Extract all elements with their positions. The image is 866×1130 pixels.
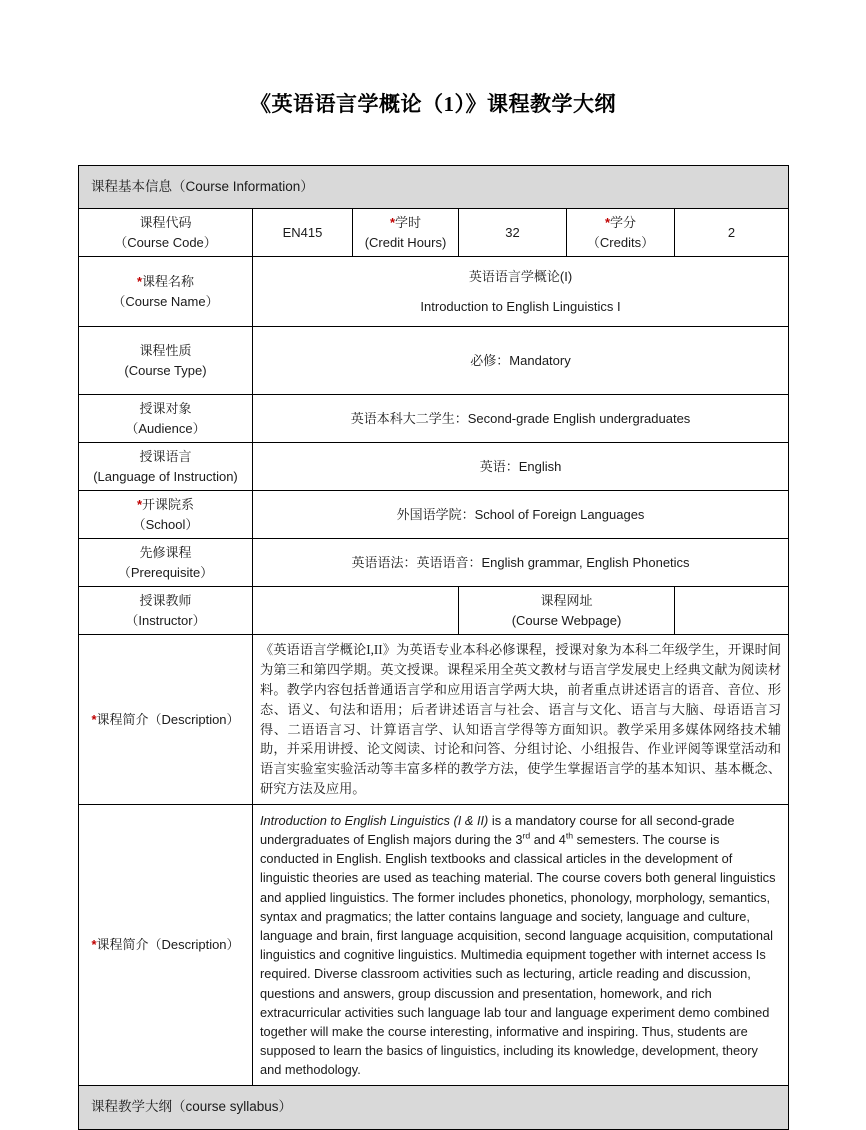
value-instructor[interactable] (253, 587, 459, 635)
description-en-superscript-rd: rd (522, 830, 531, 841)
label-prerequisite (79, 539, 253, 587)
label-course-webpage (459, 587, 675, 635)
required-marker-credit-hours: * (389, 215, 396, 231)
value-language-of-instruction: 英语：English (253, 443, 789, 491)
label-course-type-cn: 课程性质 (139, 343, 192, 359)
page-title: 《英语语言学概论（1）》课程教学大纲 (250, 92, 616, 116)
table-row-school (79, 491, 789, 539)
table-row-prerequisite (79, 539, 789, 587)
label-audience-cn: 授课对象 (139, 401, 192, 417)
label-description-en-text: 课程简介 (96, 937, 149, 953)
required-marker-course-name: * (136, 274, 143, 290)
label-credit-hours-en: (Credit Hours) (364, 234, 447, 250)
description-en-part1: is a mandatory course for all second-grade undergraduates of English majors during the 3 (260, 812, 735, 847)
label-instructor (79, 587, 253, 635)
label-course-code (79, 209, 253, 257)
label-prerequisite-cn: 先修课程 (139, 545, 192, 561)
value-course-name-en: Introduction to English Linguistics I (420, 298, 621, 314)
required-marker-description-cn: * (91, 711, 97, 727)
label-course-code-en: （Course Code） (114, 234, 217, 250)
description-en-course-title: Introduction to English Linguistics (I & II) (260, 812, 489, 828)
label-credit-hours (353, 209, 459, 257)
section-header-course-syllabus: 课程教学大纲（course syllabus） (79, 1086, 789, 1129)
description-en-part2: and 4 (530, 832, 566, 847)
value-description-en (253, 804, 789, 1086)
required-marker-description-en: * (91, 937, 97, 953)
description-en-part3: semesters. The course is conducted in English. English textbooks and classical articles in the development of linguistic theories are used as teaching material. The course covers both general linguistics and applied linguistics. The former includes phonetics, phonology, morphology, semantics, syntax and pragmatics; the latter contains language and society, language and culture, language and brain, first language acquisition, second language acquisition, computational linguistics and cognitive linguistics. Multimedia equipment together with internet access Is required. Diverse classroom activities such as lecturing, article reading and discussion, questions and answers, group discussion and presentation, homework, and rich extracurricular activities such language lab tour and language experiment demo combined together will make the course interesting, informative and inspiring. Thus, students are supposed to learn the basics of linguistics, including its knowledge, development, theory and methodology. (260, 832, 776, 1078)
table-row-description-en (79, 804, 789, 1086)
label-course-name-en: （Course Name） (112, 293, 219, 309)
label-instructor-en: （Instructor） (125, 612, 206, 628)
value-course-webpage[interactable] (675, 587, 789, 635)
value-prerequisite: 英语语法：英语语音：English grammar, English Phonetics (253, 539, 789, 587)
label-audience (79, 395, 253, 443)
label-credits (567, 209, 675, 257)
label-description-cn-en: （Description） (148, 711, 240, 727)
label-course-name-cn: 课程名称 (142, 274, 195, 290)
label-description-cn-text: 课程简介 (96, 711, 149, 727)
label-credits-cn: 学分 (610, 215, 637, 231)
label-language-en: (Language of Instruction) (93, 468, 238, 484)
description-en-superscript-th: th (565, 830, 574, 841)
label-school (79, 491, 253, 539)
table-row-course-type (79, 327, 789, 395)
table-row-syllabus-band (79, 1086, 789, 1129)
value-audience: 英语本科大二学生：Second-grade English undergraduates (253, 395, 789, 443)
value-credit-hours: 32 (459, 209, 567, 257)
label-language-cn: 授课语言 (139, 449, 192, 465)
label-course-name (79, 257, 253, 327)
label-language-of-instruction (79, 443, 253, 491)
label-course-type-en: (Course Type) (124, 362, 207, 378)
label-instructor-cn: 授课教师 (139, 593, 192, 609)
course-syllabus-table (78, 165, 789, 1130)
label-description-en (79, 804, 253, 1086)
label-course-code-cn: 课程代码 (139, 215, 192, 231)
table-row-course-code (79, 209, 789, 257)
label-credits-en: （Credits） (586, 234, 655, 250)
value-course-code: EN415 (253, 209, 353, 257)
table-row-audience (79, 395, 789, 443)
label-credit-hours-cn: 学时 (395, 215, 422, 231)
label-prerequisite-en: （Prerequisite） (117, 564, 214, 580)
value-school: 外国语学院：School of Foreign Languages (253, 491, 789, 539)
table-row-language (79, 443, 789, 491)
label-course-webpage-cn: 课程网址 (540, 593, 593, 609)
section-header-course-information: 课程基本信息（Course Information） (79, 166, 789, 209)
label-course-webpage-en: (Course Webpage) (511, 612, 622, 628)
required-marker-school: * (136, 497, 143, 513)
table-row-instructor (79, 587, 789, 635)
label-school-cn: 开课院系 (142, 497, 195, 513)
table-row-info-band (79, 166, 789, 209)
required-marker-credits: * (604, 215, 611, 231)
value-description-cn: 《英语语言学概论I,II》为英语专业本科必修课程，授课对象为本科二年级学生，开课时间为第三和第四学期。英文授课。课程采用全英文教材与语言学发展史上经典文献为阅读材料。教学内容包括普通语言学和应用语言学两大块，前者重点讲述语言的语音、音位、形态、语义、句法和语用；后者讲述语言与社会、语言与文化、语言与大脑、母语语言习得、二语语言习、计算语言学、认知语言学得等方面知识。教学采用多媒体网络技术辅助，并采用讲授、论文阅读、讨论和问答、分组讨论、小组报告、作业评阅等课堂活动和语言实验室实验活动等丰富多样的教学方法，使学生掌握语言学的基本知识、基本概念、研究方法及应用。 (253, 635, 789, 804)
label-audience-en: （Audience） (125, 420, 206, 436)
label-description-cn (79, 635, 253, 804)
label-course-type (79, 327, 253, 395)
table-row-course-name (79, 257, 789, 327)
label-school-en: （School） (132, 516, 199, 532)
label-description-en-en: （Description） (148, 937, 240, 953)
value-course-name-cn: 英语语言学概论(I) (468, 269, 573, 285)
value-credits: 2 (675, 209, 789, 257)
value-course-type: 必修：Mandatory (253, 327, 789, 395)
table-row-description-cn (79, 635, 789, 804)
value-course-name (253, 257, 789, 327)
